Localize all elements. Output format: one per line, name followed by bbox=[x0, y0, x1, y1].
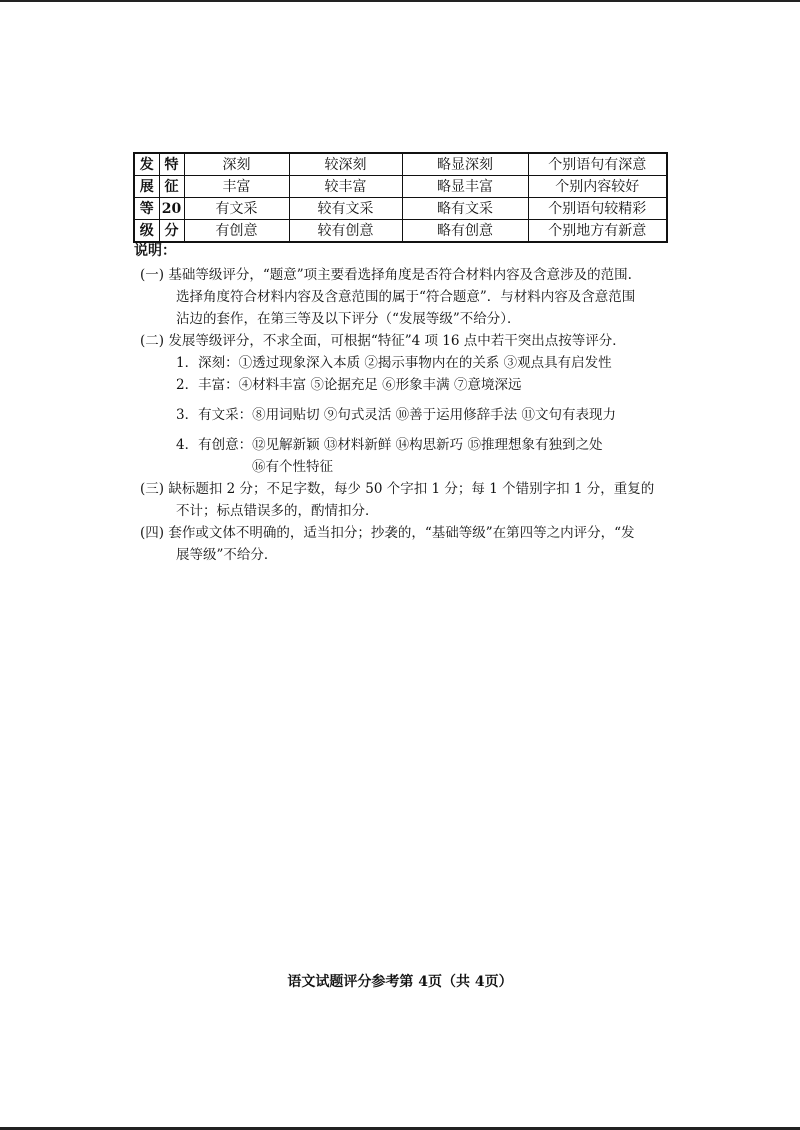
table-cell: 20 bbox=[159, 198, 184, 220]
top-border-line bbox=[0, 0, 800, 2]
note-4-line-1: (四) 套作或文体不明确的，适当扣分；抄袭的，“基础等级”在第四等之内评分，“发 bbox=[140, 525, 635, 541]
table-cell: 个别内容较好 bbox=[528, 176, 667, 198]
table-row bbox=[134, 198, 667, 220]
note-3-line-2: 不计；标点错误多的，酌情扣分． bbox=[176, 503, 379, 519]
note-1-line-2: 选择角度符合材料内容及含意范围的属于“符合题意”．与材料内容及含意范围 bbox=[176, 289, 636, 305]
table-cell: 较有文采 bbox=[289, 198, 402, 220]
table-cell: 略有文采 bbox=[402, 198, 528, 220]
note-1-line-1: (一) 基础等级评分，“题意”项主要看选择角度是否符合材料内容及含意涉及的范围. bbox=[140, 267, 632, 283]
table-cell: 丰富 bbox=[184, 176, 289, 198]
note-2-sub-3: 3．有文采：⑧用词贴切 ⑨句式灵活 ⑩善于运用修辞手法 ⑪文句有表现力 bbox=[176, 407, 616, 423]
table-cell: 较丰富 bbox=[289, 176, 402, 198]
page-footer: 语文试题评分参考第 4页（共 4页） bbox=[287, 974, 513, 990]
notes-heading: 说明： bbox=[134, 243, 176, 259]
note-4-line-2: 展等级”不给分． bbox=[176, 547, 278, 563]
table-cell: 特 bbox=[159, 153, 184, 176]
table-cell: 较深刻 bbox=[289, 153, 402, 176]
table-cell: 个别语句较精彩 bbox=[528, 198, 667, 220]
note-1-line-3: 沾边的套作，在第三等及以下评分（“发展等级”不给分）． bbox=[176, 311, 521, 327]
table-cell: 深刻 bbox=[184, 153, 289, 176]
note-2-sub-2: 2．丰富：④材料丰富 ⑤论据充足 ⑥形象丰满 ⑦意境深远 bbox=[176, 377, 522, 393]
table-cell: 有创意 bbox=[184, 220, 289, 243]
table-cell: 征 bbox=[159, 176, 184, 198]
table-cell: 略显深刻 bbox=[402, 153, 528, 176]
table-row bbox=[134, 153, 667, 176]
note-2-sub-1: 1．深刻：①透过现象深入本质 ②揭示事物内在的关系 ③观点具有启发性 bbox=[176, 355, 612, 371]
table-cell: 有文采 bbox=[184, 198, 289, 220]
table-cell: 分 bbox=[159, 220, 184, 243]
development-grade-table bbox=[133, 152, 668, 243]
table-cell: 略显丰富 bbox=[402, 176, 528, 198]
note-2-line-1: (二) 发展等级评分，不求全面，可根据“特征”4 项 16 点中若干突出点按等评分． bbox=[140, 333, 626, 349]
table-cell: 略有创意 bbox=[402, 220, 528, 243]
table-cell: 等 bbox=[134, 198, 159, 220]
table-row bbox=[134, 220, 667, 243]
table-row bbox=[134, 176, 667, 198]
table-cell: 个别地方有新意 bbox=[528, 220, 667, 243]
note-2-sub-4-cont: ⑯有个性特征 bbox=[252, 459, 333, 475]
table-cell: 发 bbox=[134, 153, 159, 176]
table-cell: 个别语句有深意 bbox=[528, 153, 667, 176]
table-cell: 较有创意 bbox=[289, 220, 402, 243]
table-cell: 展 bbox=[134, 176, 159, 198]
note-2-sub-4: 4．有创意：⑫见解新颖 ⑬材料新鲜 ⑭构思新巧 ⑮推理想象有独到之处 bbox=[176, 437, 603, 453]
table-cell: 级 bbox=[134, 220, 159, 243]
note-3-line-1: (三) 缺标题扣 2 分；不足字数，每少 50 个字扣 1 分；每 1 个错别字扣 1 分，重复的 bbox=[140, 481, 655, 497]
